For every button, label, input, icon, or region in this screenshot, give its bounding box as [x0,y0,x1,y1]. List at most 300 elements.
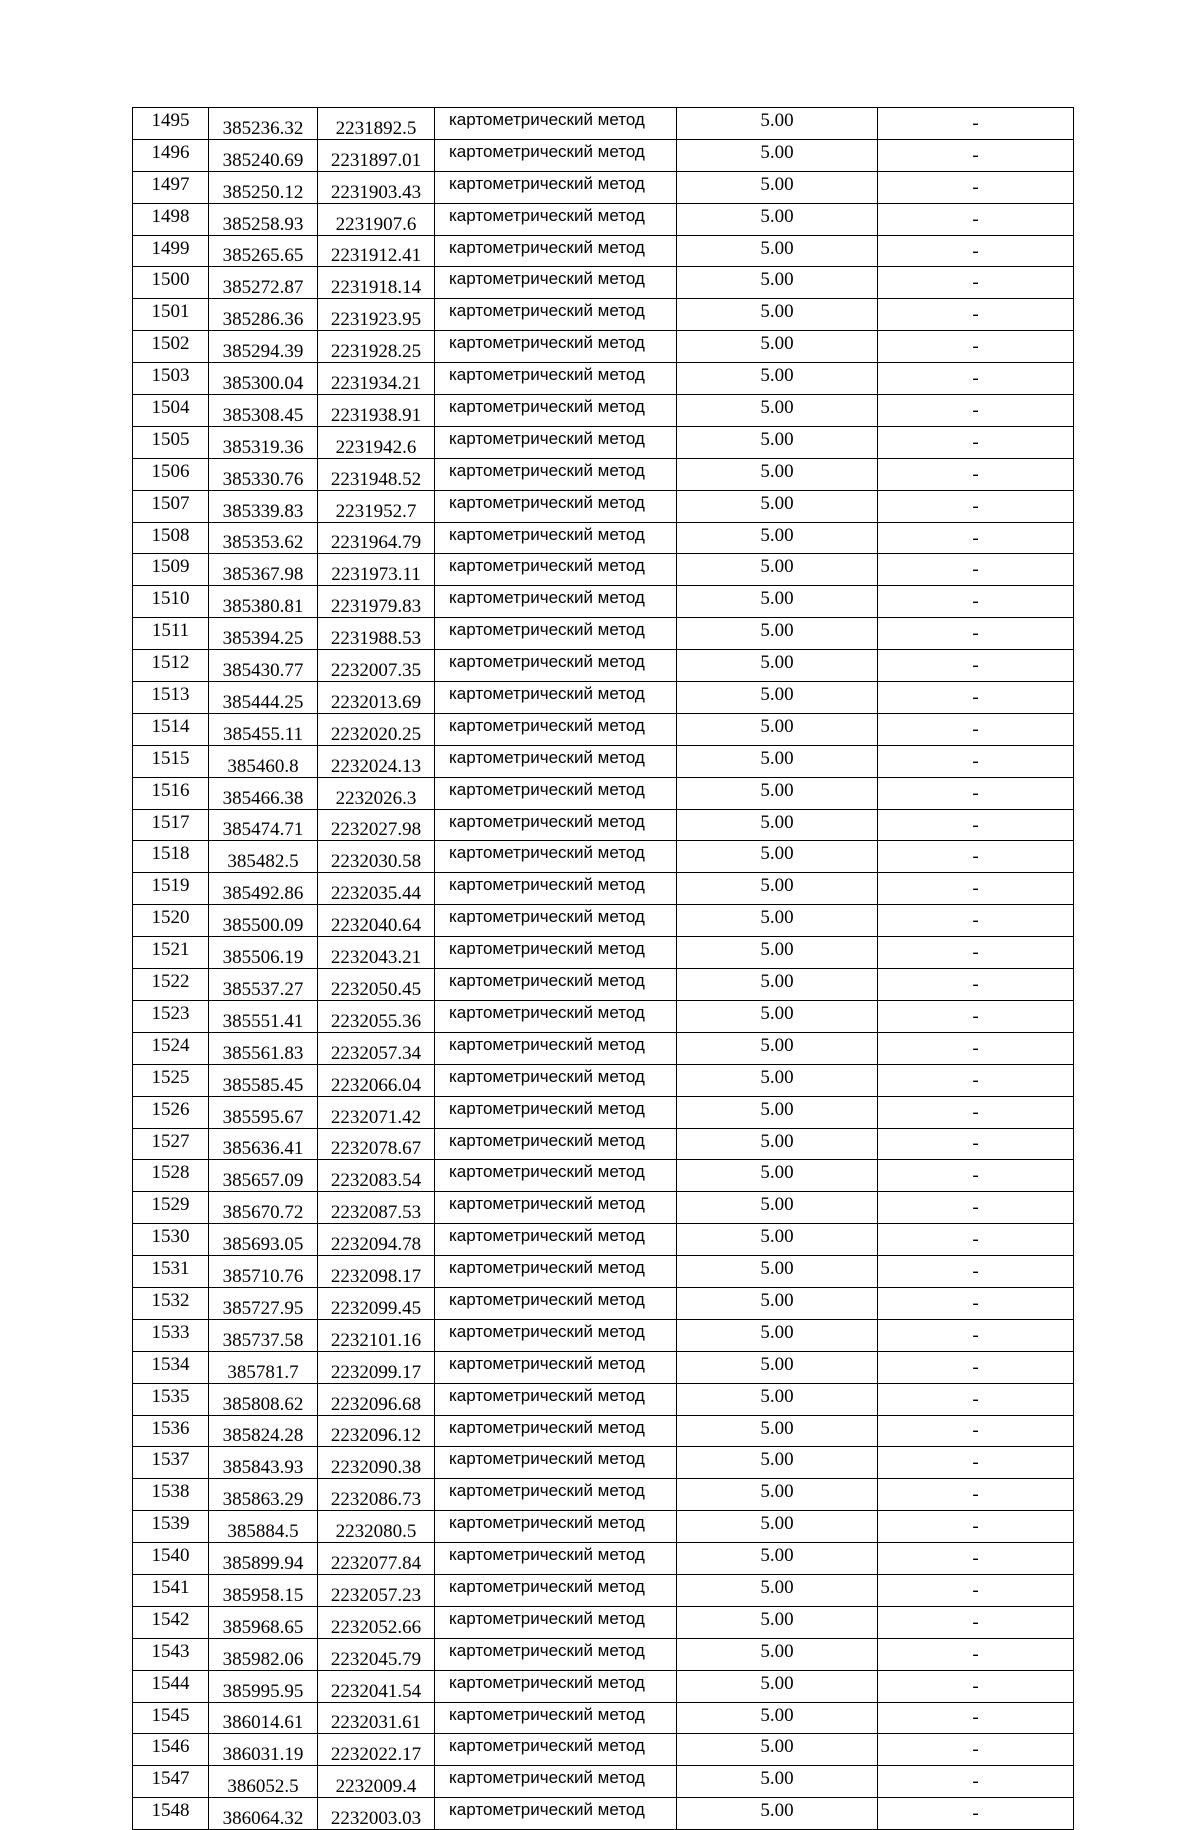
table-row [133,299,1074,331]
table-row [133,1479,1074,1511]
coordinate-y-cell: 2231948.52 [318,458,435,490]
table-row [133,1160,1074,1192]
method-cell: картометрический метод [435,1224,677,1256]
coordinate-y-cell: 2231952.7 [318,490,435,522]
method-cell: картометрический метод [435,1256,677,1288]
coordinate-y-cell: 2232083.54 [318,1160,435,1192]
coordinate-y-cell: 2231907.6 [318,203,435,235]
note-cell: - [878,1479,1074,1511]
note-cell: - [878,1319,1074,1351]
coordinate-y-cell: 2232031.61 [318,1702,435,1734]
method-cell: картометрический метод [435,363,677,395]
coordinate-x-cell: 385824.28 [209,1415,318,1447]
table-row [133,1511,1074,1543]
accuracy-cell: 5.00 [677,1702,878,1734]
accuracy-cell: 5.00 [677,1287,878,1319]
point-number-cell: 1534 [133,1351,209,1383]
coordinate-y-cell: 2232087.53 [318,1192,435,1224]
coordinate-y-cell: 2231928.25 [318,331,435,363]
coordinate-x-cell: 385367.98 [209,554,318,586]
method-cell: картометрический метод [435,1287,677,1319]
note-cell: - [878,1702,1074,1734]
point-number-cell: 1538 [133,1479,209,1511]
accuracy-cell: 5.00 [677,458,878,490]
accuracy-cell: 5.00 [677,682,878,714]
note-cell: - [878,809,1074,841]
point-number-cell: 1519 [133,873,209,905]
coordinate-x-cell: 385319.36 [209,426,318,458]
table-row [133,777,1074,809]
coordinate-x-cell: 385995.95 [209,1670,318,1702]
accuracy-cell: 5.00 [677,1638,878,1670]
coordinate-y-cell: 2231903.43 [318,171,435,203]
coordinate-y-cell: 2232078.67 [318,1128,435,1160]
table-row [133,1351,1074,1383]
accuracy-cell: 5.00 [677,618,878,650]
note-cell: - [878,1000,1074,1032]
note-cell: - [878,1351,1074,1383]
coordinate-x-cell: 385294.39 [209,331,318,363]
coordinate-y-cell: 2231923.95 [318,299,435,331]
coordinate-y-cell: 2232022.17 [318,1734,435,1766]
coordinate-x-cell: 385863.29 [209,1479,318,1511]
method-cell: картометрический метод [435,235,677,267]
point-number-cell: 1545 [133,1702,209,1734]
note-cell: - [878,171,1074,203]
method-cell: картометрический метод [435,395,677,427]
point-number-cell: 1501 [133,299,209,331]
table-row [133,873,1074,905]
accuracy-cell: 5.00 [677,1000,878,1032]
table-row [133,139,1074,171]
accuracy-cell: 5.00 [677,299,878,331]
accuracy-cell: 5.00 [677,1032,878,1064]
coordinate-y-cell: 2232094.78 [318,1224,435,1256]
point-number-cell: 1507 [133,490,209,522]
coordinate-y-cell: 2232096.12 [318,1415,435,1447]
coordinate-y-cell: 2231912.41 [318,235,435,267]
point-number-cell: 1535 [133,1383,209,1415]
coordinate-y-cell: 2231918.14 [318,267,435,299]
coordinate-x-cell: 385308.45 [209,395,318,427]
point-number-cell: 1504 [133,395,209,427]
coordinate-x-cell: 385460.8 [209,745,318,777]
coordinate-x-cell: 385808.62 [209,1383,318,1415]
table-row [133,395,1074,427]
point-number-cell: 1523 [133,1000,209,1032]
accuracy-cell: 5.00 [677,1192,878,1224]
table-row [133,969,1074,1001]
coordinate-y-cell: 2232027.98 [318,809,435,841]
accuracy-cell: 5.00 [677,1766,878,1798]
accuracy-cell: 5.00 [677,1606,878,1638]
note-cell: - [878,1798,1074,1830]
coordinate-x-cell: 385781.7 [209,1351,318,1383]
coordinate-y-cell: 2232080.5 [318,1511,435,1543]
note-cell: - [878,873,1074,905]
point-number-cell: 1509 [133,554,209,586]
note-cell: - [878,1766,1074,1798]
coordinate-x-cell: 385737.58 [209,1319,318,1351]
method-cell: картометрический метод [435,618,677,650]
point-number-cell: 1528 [133,1160,209,1192]
accuracy-cell: 5.00 [677,1447,878,1479]
method-cell: картометрический метод [435,809,677,841]
accuracy-cell: 5.00 [677,1128,878,1160]
accuracy-cell: 5.00 [677,1351,878,1383]
note-cell: - [878,395,1074,427]
point-number-cell: 1537 [133,1447,209,1479]
point-number-cell: 1540 [133,1543,209,1575]
coordinate-y-cell: 2232098.17 [318,1256,435,1288]
method-cell: картометрический метод [435,1798,677,1830]
coordinate-x-cell: 385474.71 [209,809,318,841]
coordinate-y-cell: 2232096.68 [318,1383,435,1415]
point-number-cell: 1526 [133,1096,209,1128]
accuracy-cell: 5.00 [677,1543,878,1575]
accuracy-cell: 5.00 [677,937,878,969]
coordinate-y-cell: 2232020.25 [318,713,435,745]
method-cell: картометрический метод [435,203,677,235]
note-cell: - [878,1128,1074,1160]
coordinate-y-cell: 2232052.66 [318,1606,435,1638]
table-row [133,1319,1074,1351]
accuracy-cell: 5.00 [677,873,878,905]
coordinate-x-cell: 385300.04 [209,363,318,395]
point-number-cell: 1544 [133,1670,209,1702]
note-cell: - [878,586,1074,618]
coordinate-x-cell: 385884.5 [209,1511,318,1543]
note-cell: - [878,1032,1074,1064]
coordinate-y-cell: 2232101.16 [318,1319,435,1351]
method-cell: картометрический метод [435,1734,677,1766]
table-row [133,458,1074,490]
method-cell: картометрический метод [435,1766,677,1798]
table-row [133,1670,1074,1702]
point-number-cell: 1500 [133,267,209,299]
method-cell: картометрический метод [435,299,677,331]
method-cell: картометрический метод [435,522,677,554]
point-number-cell: 1497 [133,171,209,203]
coordinate-y-cell: 2232086.73 [318,1479,435,1511]
table-row [133,490,1074,522]
accuracy-cell: 5.00 [677,171,878,203]
accuracy-cell: 5.00 [677,235,878,267]
coordinate-y-cell: 2232041.54 [318,1670,435,1702]
point-number-cell: 1524 [133,1032,209,1064]
coordinate-x-cell: 385444.25 [209,682,318,714]
note-cell: - [878,745,1074,777]
coordinate-x-cell: 385272.87 [209,267,318,299]
method-cell: картометрический метод [435,905,677,937]
method-cell: картометрический метод [435,682,677,714]
note-cell: - [878,905,1074,937]
accuracy-cell: 5.00 [677,777,878,809]
table-row [133,618,1074,650]
accuracy-cell: 5.00 [677,1256,878,1288]
table-row [133,1064,1074,1096]
point-number-cell: 1541 [133,1574,209,1606]
method-cell: картометрический метод [435,1383,677,1415]
table-row [133,1383,1074,1415]
method-cell: картометрический метод [435,458,677,490]
method-cell: картометрический метод [435,554,677,586]
method-cell: картометрический метод [435,713,677,745]
accuracy-cell: 5.00 [677,745,878,777]
coordinate-y-cell: 2232035.44 [318,873,435,905]
point-number-cell: 1499 [133,235,209,267]
coordinate-x-cell: 385286.36 [209,299,318,331]
note-cell: - [878,1511,1074,1543]
note-cell: - [878,235,1074,267]
accuracy-cell: 5.00 [677,426,878,458]
point-number-cell: 1542 [133,1606,209,1638]
table-row [133,1574,1074,1606]
table-row [133,586,1074,618]
method-cell: картометрический метод [435,1319,677,1351]
note-cell: - [878,108,1074,140]
coordinate-x-cell: 385595.67 [209,1096,318,1128]
note-cell: - [878,937,1074,969]
point-number-cell: 1522 [133,969,209,1001]
table-row [133,1543,1074,1575]
table-row [133,905,1074,937]
point-number-cell: 1496 [133,139,209,171]
accuracy-cell: 5.00 [677,1479,878,1511]
coordinate-x-cell: 385353.62 [209,522,318,554]
accuracy-cell: 5.00 [677,554,878,586]
accuracy-cell: 5.00 [677,108,878,140]
coordinate-x-cell: 386014.61 [209,1702,318,1734]
point-number-cell: 1503 [133,363,209,395]
coordinate-y-cell: 2232045.79 [318,1638,435,1670]
note-cell: - [878,1606,1074,1638]
point-number-cell: 1506 [133,458,209,490]
point-number-cell: 1518 [133,841,209,873]
coordinate-y-cell: 2231934.21 [318,363,435,395]
table-row [133,554,1074,586]
coordinate-y-cell: 2232050.45 [318,969,435,1001]
note-cell: - [878,1287,1074,1319]
coordinate-y-cell: 2232099.17 [318,1351,435,1383]
table-row [133,363,1074,395]
coordinate-y-cell: 2232071.42 [318,1096,435,1128]
method-cell: картометрический метод [435,1032,677,1064]
point-number-cell: 1547 [133,1766,209,1798]
point-number-cell: 1527 [133,1128,209,1160]
coordinate-y-cell: 2232030.58 [318,841,435,873]
coordinates-table-body [133,108,1074,1830]
method-cell: картометрический метод [435,937,677,969]
note-cell: - [878,1638,1074,1670]
coordinate-x-cell: 385551.41 [209,1000,318,1032]
point-number-cell: 1546 [133,1734,209,1766]
method-cell: картометрический метод [435,1511,677,1543]
coordinate-x-cell: 385561.83 [209,1032,318,1064]
method-cell: картометрический метод [435,267,677,299]
accuracy-cell: 5.00 [677,203,878,235]
method-cell: картометрический метод [435,1000,677,1032]
coordinate-y-cell: 2231979.83 [318,586,435,618]
note-cell: - [878,1734,1074,1766]
note-cell: - [878,1670,1074,1702]
accuracy-cell: 5.00 [677,522,878,554]
table-row [133,171,1074,203]
table-row [133,682,1074,714]
method-cell: картометрический метод [435,1670,677,1702]
coordinate-x-cell: 385636.41 [209,1128,318,1160]
coordinate-y-cell: 2232013.69 [318,682,435,714]
method-cell: картометрический метод [435,1128,677,1160]
coordinate-x-cell: 385380.81 [209,586,318,618]
coordinate-x-cell: 385506.19 [209,937,318,969]
accuracy-cell: 5.00 [677,905,878,937]
accuracy-cell: 5.00 [677,841,878,873]
accuracy-cell: 5.00 [677,586,878,618]
coordinate-y-cell: 2232040.64 [318,905,435,937]
note-cell: - [878,1192,1074,1224]
coordinate-x-cell: 385727.95 [209,1287,318,1319]
note-cell: - [878,203,1074,235]
note-cell: - [878,1447,1074,1479]
point-number-cell: 1531 [133,1256,209,1288]
note-cell: - [878,1256,1074,1288]
note-cell: - [878,1096,1074,1128]
method-cell: картометрический метод [435,426,677,458]
method-cell: картометрический метод [435,171,677,203]
point-number-cell: 1516 [133,777,209,809]
coordinate-x-cell: 385585.45 [209,1064,318,1096]
coordinate-y-cell: 2232026.3 [318,777,435,809]
accuracy-cell: 5.00 [677,1574,878,1606]
coordinate-x-cell: 386052.5 [209,1766,318,1798]
point-number-cell: 1512 [133,650,209,682]
table-row [133,1798,1074,1830]
accuracy-cell: 5.00 [677,1734,878,1766]
method-cell: картометрический метод [435,650,677,682]
method-cell: картометрический метод [435,969,677,1001]
note-cell: - [878,969,1074,1001]
coordinate-y-cell: 2231892.5 [318,108,435,140]
coordinate-y-cell: 2231988.53 [318,618,435,650]
method-cell: картометрический метод [435,777,677,809]
note-cell: - [878,522,1074,554]
point-number-cell: 1530 [133,1224,209,1256]
point-number-cell: 1532 [133,1287,209,1319]
method-cell: картометрический метод [435,1574,677,1606]
point-number-cell: 1502 [133,331,209,363]
note-cell: - [878,618,1074,650]
coordinate-y-cell: 2232043.21 [318,937,435,969]
method-cell: картометрический метод [435,1479,677,1511]
note-cell: - [878,1415,1074,1447]
accuracy-cell: 5.00 [677,363,878,395]
note-cell: - [878,682,1074,714]
accuracy-cell: 5.00 [677,267,878,299]
accuracy-cell: 5.00 [677,1415,878,1447]
coordinate-y-cell: 2231897.01 [318,139,435,171]
note-cell: - [878,1224,1074,1256]
accuracy-cell: 5.00 [677,331,878,363]
point-number-cell: 1513 [133,682,209,714]
method-cell: картометрический метод [435,1638,677,1670]
coordinate-y-cell: 2231964.79 [318,522,435,554]
point-number-cell: 1525 [133,1064,209,1096]
coordinate-x-cell: 385466.38 [209,777,318,809]
note-cell: - [878,426,1074,458]
method-cell: картометрический метод [435,1160,677,1192]
method-cell: картометрический метод [435,490,677,522]
point-number-cell: 1515 [133,745,209,777]
table-row [133,1702,1074,1734]
method-cell: картометрический метод [435,108,677,140]
table-row [133,650,1074,682]
coordinate-x-cell: 385339.83 [209,490,318,522]
method-cell: картометрический метод [435,1064,677,1096]
table-row [133,1000,1074,1032]
accuracy-cell: 5.00 [677,1096,878,1128]
coordinate-y-cell: 2232003.03 [318,1798,435,1830]
coordinate-x-cell: 385500.09 [209,905,318,937]
table-row [133,203,1074,235]
table-row [133,1256,1074,1288]
note-cell: - [878,777,1074,809]
coordinate-x-cell: 385258.93 [209,203,318,235]
point-number-cell: 1510 [133,586,209,618]
coordinate-x-cell: 385265.65 [209,235,318,267]
accuracy-cell: 5.00 [677,1064,878,1096]
coordinate-y-cell: 2232099.45 [318,1287,435,1319]
coordinate-x-cell: 385982.06 [209,1638,318,1670]
coordinate-y-cell: 2232077.84 [318,1543,435,1575]
coordinate-x-cell: 385482.5 [209,841,318,873]
point-number-cell: 1536 [133,1415,209,1447]
coordinate-y-cell: 2231973.11 [318,554,435,586]
note-cell: - [878,1160,1074,1192]
coordinate-y-cell: 2232057.23 [318,1574,435,1606]
coordinate-x-cell: 386031.19 [209,1734,318,1766]
accuracy-cell: 5.00 [677,1670,878,1702]
coordinate-y-cell: 2232090.38 [318,1447,435,1479]
note-cell: - [878,1064,1074,1096]
method-cell: картометрический метод [435,586,677,618]
accuracy-cell: 5.00 [677,1224,878,1256]
accuracy-cell: 5.00 [677,713,878,745]
note-cell: - [878,1574,1074,1606]
method-cell: картометрический метод [435,1096,677,1128]
table-row [133,108,1074,140]
table-row [133,267,1074,299]
coordinate-y-cell: 2232007.35 [318,650,435,682]
note-cell: - [878,713,1074,745]
accuracy-cell: 5.00 [677,490,878,522]
table-row [133,1447,1074,1479]
coordinate-y-cell: 2231942.6 [318,426,435,458]
table-row [133,1734,1074,1766]
coordinate-x-cell: 385236.32 [209,108,318,140]
accuracy-cell: 5.00 [677,1798,878,1830]
coordinate-x-cell: 385968.65 [209,1606,318,1638]
method-cell: картометрический метод [435,1606,677,1638]
coordinate-x-cell: 386064.32 [209,1798,318,1830]
coordinate-x-cell: 385843.93 [209,1447,318,1479]
method-cell: картометрический метод [435,1351,677,1383]
coordinate-x-cell: 385693.05 [209,1224,318,1256]
coordinate-y-cell: 2232024.13 [318,745,435,777]
coordinate-x-cell: 385958.15 [209,1574,318,1606]
table-row [133,1192,1074,1224]
note-cell: - [878,554,1074,586]
